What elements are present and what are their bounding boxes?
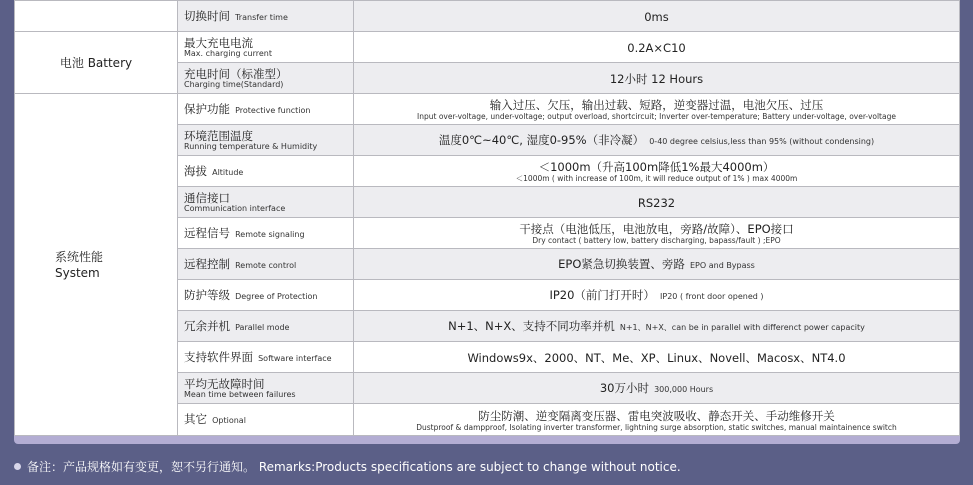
label-cn: 通信接口 xyxy=(184,190,230,205)
value-text: 0.2A×C10 xyxy=(627,40,686,55)
value-sub: Dustproof & dampproof, Isolating inverter transformer, lightning surge absorption, static switches, manual maintainence switch xyxy=(416,422,897,432)
spec-table-panel xyxy=(14,0,960,438)
group-system xyxy=(15,94,178,436)
label-cn: 冗余并机 xyxy=(184,318,230,333)
value-text: RS232 xyxy=(637,195,676,210)
value-sub: Dry contact ( battery low, battery discharging, bapass/fault ) ;EPO xyxy=(532,236,781,245)
spec-table xyxy=(14,0,960,436)
table-bottom-bar xyxy=(14,436,960,444)
value-text: 输入过压、欠压，输出过载、短路，逆变器过温，电池欠压、过压 xyxy=(489,98,824,112)
group-label-en: System xyxy=(55,265,100,280)
label-cn: 远程控制 xyxy=(184,256,230,271)
label-cn: 环境范围温度 xyxy=(184,128,253,143)
row-label xyxy=(178,218,354,249)
value-text: N+1、N+X、支持不同功率并机 xyxy=(448,319,615,333)
row-label xyxy=(178,373,354,404)
label-en: Degree of Protection xyxy=(235,291,318,301)
label-en: Remote control xyxy=(235,260,297,270)
label-en: Optional xyxy=(212,416,246,425)
row-value xyxy=(354,280,960,311)
label-cn: 充电时间（标准型） xyxy=(184,66,288,81)
label-cn: 支持软件界面 xyxy=(184,349,253,364)
label-cn: 远程信号 xyxy=(184,225,230,240)
row-label xyxy=(178,342,354,373)
label-en: Software interface xyxy=(258,353,332,363)
value-text: ＜1000m（升高100m降低1%最大4000m） xyxy=(538,160,775,174)
label-en: Charging time(Standard) xyxy=(184,79,284,89)
group-label: 电池 Battery xyxy=(59,55,133,70)
row-value xyxy=(354,187,960,218)
value-text: 温度0℃~40℃, 湿度0-95%（非冷凝） xyxy=(438,133,645,147)
value-text: 干接点（电池低压，电池放电，旁路/故障）、EPO接口 xyxy=(519,222,794,236)
label-cn: 其它 xyxy=(184,412,207,426)
value-text: 12小时 12 Hours xyxy=(609,71,704,86)
row-label xyxy=(178,249,354,280)
value-en: 300,000 Hours xyxy=(654,385,714,394)
row-label xyxy=(178,156,354,187)
row-value xyxy=(354,94,960,125)
row-value xyxy=(354,218,960,249)
row-value xyxy=(354,1,960,32)
value-en: 0-40 degree celsius,less than 95% (without condensing) xyxy=(649,137,875,146)
remark-note xyxy=(14,458,681,475)
table-row xyxy=(15,94,960,125)
value-text: Windows9x、2000、NT、Me、XP、Linux、Novell、Macosx、NT4.0 xyxy=(467,350,846,365)
row-value xyxy=(354,63,960,94)
row-value xyxy=(354,32,960,63)
row-value xyxy=(354,373,960,404)
label-en: Altitude xyxy=(212,167,244,177)
row-label xyxy=(178,32,354,63)
group-cell-top xyxy=(15,1,178,32)
value-en: IP20 ( front door opened ) xyxy=(660,292,764,301)
value-en: N+1、N+X、can be in parallel with differenct power capacity xyxy=(619,323,865,332)
label-cn: 防护等级 xyxy=(184,287,230,302)
label-en: Parallel mode xyxy=(235,322,290,332)
remark-text: 备注：产品规格如有变更，恕不另行通知。 Remarks:Products specifications are subject to change without notice. xyxy=(27,460,681,474)
group-battery xyxy=(15,32,178,94)
row-label xyxy=(178,311,354,342)
label-cn: 切换时间 xyxy=(184,8,230,23)
row-label xyxy=(178,187,354,218)
value-text: 0ms xyxy=(644,9,669,24)
row-label xyxy=(178,1,354,32)
row-value xyxy=(354,404,960,436)
row-label xyxy=(178,280,354,311)
label-en: Remote signaling xyxy=(235,229,305,239)
row-value xyxy=(354,342,960,373)
label-en: Running temperature & Humidity xyxy=(184,141,318,151)
value-text: 防尘防潮、逆变隔离变压器、雷电突波吸收、静态开关、手动维修开关 xyxy=(478,408,835,423)
label-cn: 平均无故障时间 xyxy=(184,376,265,391)
label-en: Max. charging current xyxy=(184,48,272,58)
label-en: Protective function xyxy=(235,105,311,115)
value-text: 30万小时 xyxy=(599,381,649,395)
table-row xyxy=(15,32,960,63)
bullet-icon xyxy=(14,463,21,470)
label-en: Communication interface xyxy=(184,203,286,213)
row-label xyxy=(178,125,354,156)
value-text: EPO紧急切换装置、旁路 xyxy=(558,257,685,271)
label-en: Transfer time xyxy=(235,12,288,22)
row-label xyxy=(178,94,354,125)
group-label-cn: 系统性能 xyxy=(55,249,104,264)
row-value xyxy=(354,156,960,187)
value-sub: Input over-voltage, under-voltage; output overload, shortcircuit; Inverter over-temperature; Battery under-voltage, over-voltage xyxy=(417,112,896,121)
value-sub: ＜1000m ( with increase of 100m, it will reduce output of 1% ) max 4000m xyxy=(515,174,798,183)
value-text: IP20（前门打开时） xyxy=(549,288,655,302)
row-label xyxy=(178,404,354,436)
row-value xyxy=(354,249,960,280)
row-value xyxy=(354,125,960,156)
label-cn: 最大充电电流 xyxy=(184,35,253,50)
row-label xyxy=(178,63,354,94)
value-en: EPO and Bypass xyxy=(690,261,755,270)
table-row xyxy=(15,1,960,32)
label-cn: 海拔 xyxy=(184,163,207,178)
label-cn: 保护功能 xyxy=(184,101,230,116)
label-en: Mean time between failures xyxy=(184,389,296,399)
row-value xyxy=(354,311,960,342)
